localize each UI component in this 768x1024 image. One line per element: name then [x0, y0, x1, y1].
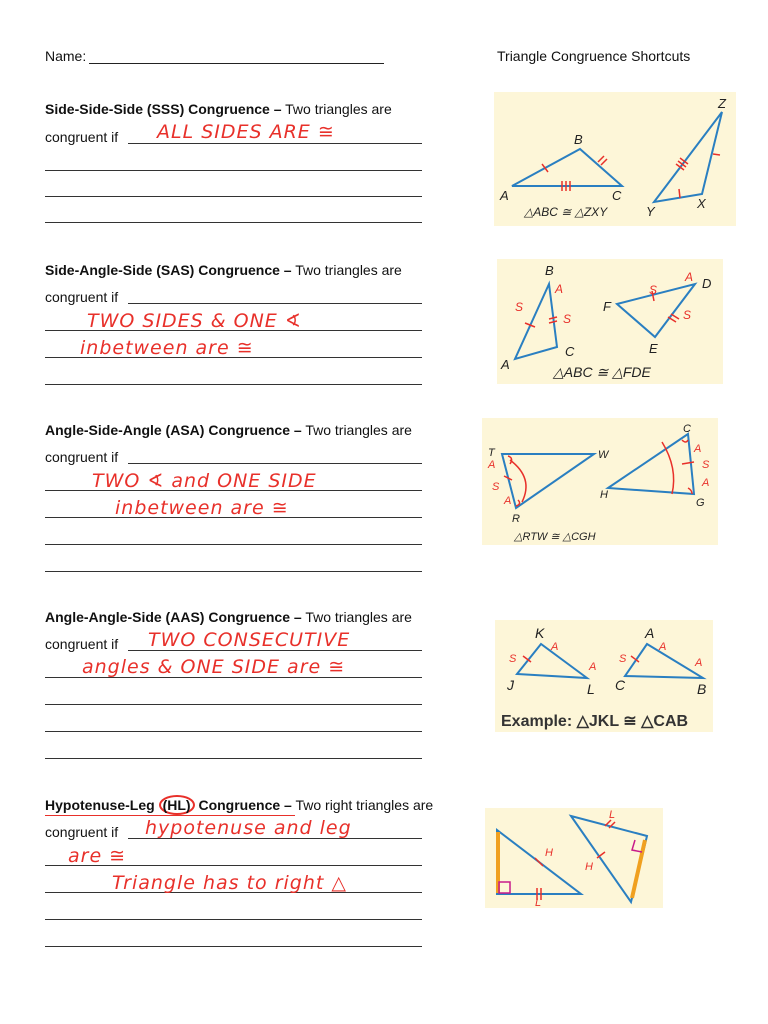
sss-title-rest: Two triangles are — [281, 101, 392, 117]
hl-handwriting-3: Triangle has to right △ — [112, 872, 348, 894]
worksheet-title: Triangle Congruence Shortcuts — [497, 48, 691, 64]
sss-blank-4[interactable] — [45, 222, 422, 223]
sss-blank-3[interactable] — [45, 196, 422, 197]
aas-blank-5[interactable] — [45, 758, 422, 759]
svg-text:C: C — [683, 423, 691, 435]
aas-title — [45, 609, 412, 625]
triangle-abc — [512, 149, 622, 186]
svg-text:A: A — [645, 625, 655, 641]
svg-text:K: K — [535, 625, 545, 641]
asa-congruent-label: congruent if — [45, 449, 119, 465]
sas-handwriting-2: inbetween are ≅ — [80, 337, 254, 359]
svg-text:A: A — [488, 459, 496, 471]
label-x: X — [697, 196, 706, 211]
sss-congruent-label: congruent if — [45, 129, 119, 145]
svg-text:A: A — [685, 270, 694, 284]
svg-text:A: A — [695, 657, 703, 669]
svg-text:C: C — [565, 344, 575, 359]
name-label: Name: — [45, 48, 87, 64]
svg-text:S: S — [563, 312, 572, 326]
triangle-zxy — [654, 112, 722, 202]
asa-title-rest: Two triangles are — [301, 422, 412, 438]
asa-blank-4[interactable] — [45, 544, 422, 545]
sas-congruent-label: congruent if — [45, 289, 119, 305]
hl-title-circled: (HL) — [159, 795, 195, 815]
asa-title-bold: Angle-Side-Angle (ASA) Congruence – — [45, 422, 302, 438]
hl-congruent-label: congruent if — [45, 824, 119, 840]
svg-text:A: A — [702, 477, 710, 489]
hl-handwriting-2: are ≅ — [68, 845, 127, 867]
svg-text:H: H — [585, 861, 593, 873]
svg-text:R: R — [512, 513, 520, 525]
svg-text:A: A — [659, 641, 667, 653]
sss-caption: △ABC ≅ △ZXY — [524, 205, 608, 219]
label-y: Y — [646, 204, 655, 219]
svg-text:T: T — [488, 447, 495, 459]
svg-text:H: H — [545, 847, 553, 859]
svg-text:S: S — [649, 283, 658, 297]
hl-blank-4[interactable] — [45, 919, 422, 920]
label-b: B — [574, 132, 583, 147]
asa-blank-5[interactable] — [45, 571, 422, 572]
asa-handwriting-2: inbetween are ≅ — [115, 497, 289, 519]
hl-title — [45, 797, 433, 813]
label-z: Z — [718, 96, 726, 111]
sas-blank-4[interactable] — [45, 384, 422, 385]
triangle-abc-sas — [515, 284, 557, 359]
aas-handwriting-2: angles & ONE SIDE are ≅ — [82, 656, 346, 678]
aas-title-bold: Angle-Angle-Side (AAS) Congruence – — [45, 609, 302, 625]
sas-title — [45, 262, 402, 278]
asa-caption: △RTW ≅ △CGH — [514, 531, 596, 543]
svg-text:A: A — [504, 495, 512, 507]
svg-text:S: S — [515, 300, 524, 314]
svg-text:J: J — [507, 677, 514, 693]
hl-title-bold-a: Hypotenuse-Leg — [45, 797, 159, 813]
svg-text:S: S — [509, 653, 517, 665]
svg-text:A: A — [555, 282, 564, 296]
sss-title — [45, 101, 392, 117]
sas-blank-1[interactable] — [128, 303, 422, 304]
aas-figure — [495, 620, 713, 732]
label-c: C — [612, 188, 622, 203]
svg-text:F: F — [603, 299, 611, 314]
sss-blank-2[interactable] — [45, 170, 422, 171]
sss-blank-1[interactable] — [128, 143, 422, 144]
svg-text:W: W — [598, 449, 609, 461]
hl-blank-5[interactable] — [45, 946, 422, 947]
svg-text:L: L — [609, 809, 616, 821]
svg-text:S: S — [619, 653, 627, 665]
hl-figure — [485, 808, 663, 908]
asa-handwriting-1: TWO ∢ and ONE SIDE — [92, 470, 317, 492]
svg-text:S: S — [683, 308, 692, 322]
svg-text:H: H — [600, 489, 608, 501]
label-a: A — [500, 188, 509, 203]
sss-handwriting: ALL SIDES ARE ≅ — [157, 121, 335, 143]
svg-text:E: E — [649, 341, 658, 356]
sas-caption: △ABC ≅ △FDE — [553, 364, 651, 380]
aas-blank-3[interactable] — [45, 704, 422, 705]
svg-text:D: D — [702, 276, 712, 291]
sss-title-bold: Side-Side-Side (SSS) Congruence – — [45, 101, 282, 117]
triangle-rtw — [502, 454, 594, 508]
sas-title-rest: Two triangles are — [291, 262, 402, 278]
triangle-cgh — [608, 434, 694, 494]
svg-text:A: A — [589, 661, 597, 673]
name-field[interactable] — [45, 48, 384, 64]
hl-title-bold-b: Congruence – — [194, 797, 292, 813]
svg-text:A: A — [501, 357, 510, 372]
svg-text:L: L — [587, 681, 595, 697]
svg-text:S: S — [492, 481, 500, 493]
hl-handwriting-1: hypotenuse and leg — [145, 817, 352, 839]
svg-text:A: A — [551, 641, 559, 653]
aas-congruent-label: congruent if — [45, 636, 119, 652]
svg-text:G: G — [696, 497, 705, 509]
name-blank[interactable] — [89, 49, 384, 64]
aas-title-rest: Two triangles are — [301, 609, 412, 625]
svg-text:S: S — [702, 459, 710, 471]
sas-figure — [497, 259, 723, 384]
asa-blank-1[interactable] — [128, 463, 422, 464]
asa-figure — [482, 418, 718, 545]
sss-figure — [494, 92, 736, 226]
aas-handwriting-1: TWO CONSECUTIVE — [148, 629, 351, 651]
sas-title-bold: Side-Angle-Side (SAS) Congruence – — [45, 262, 292, 278]
sas-handwriting-1: TWO SIDES & ONE ∢ — [87, 310, 302, 332]
asa-title — [45, 422, 412, 438]
svg-text:B: B — [697, 681, 707, 697]
svg-text:L: L — [535, 897, 542, 908]
svg-text:C: C — [615, 677, 626, 693]
svg-text:A: A — [694, 443, 702, 455]
aas-caption: Example: △JKL ≅ △CAB — [501, 713, 689, 730]
aas-blank-4[interactable] — [45, 731, 422, 732]
hl-title-rest: Two right triangles are — [291, 797, 434, 813]
svg-text:B: B — [545, 263, 554, 278]
hl-title-underline — [45, 815, 295, 816]
